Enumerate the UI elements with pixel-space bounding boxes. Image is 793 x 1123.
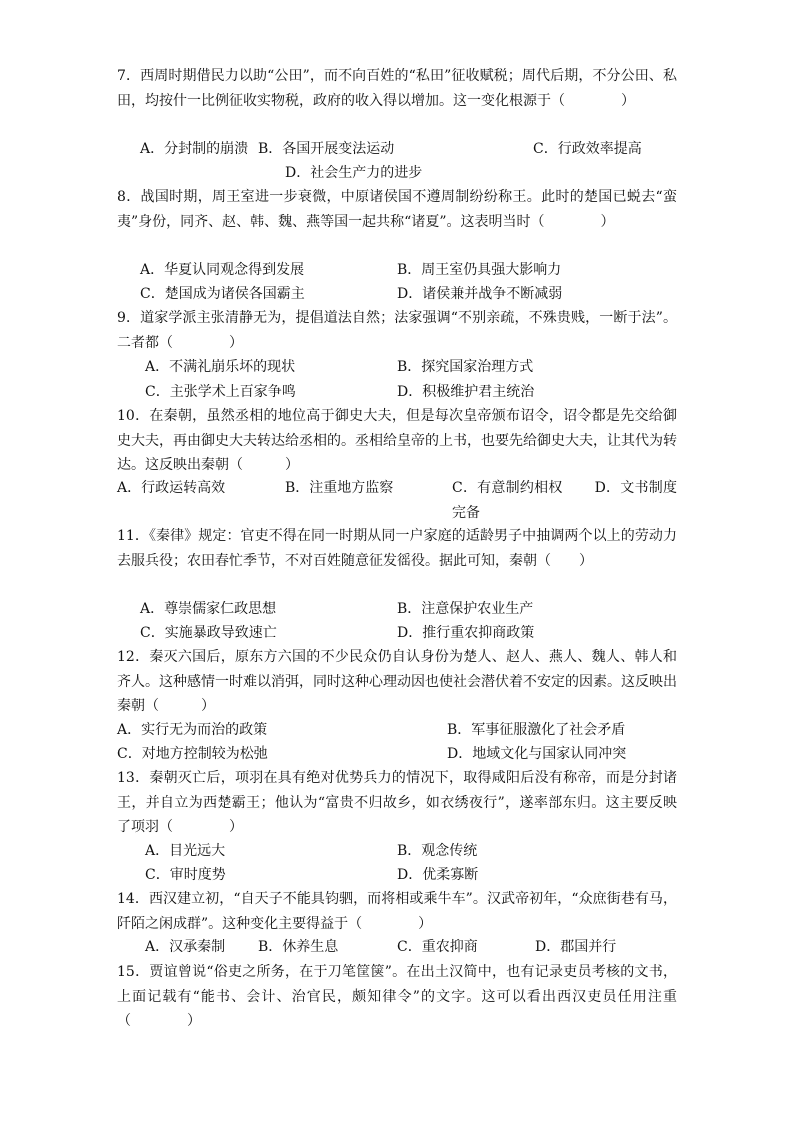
q11-option-c: C．实施暴政导致速亡 xyxy=(140,625,277,641)
q13-option-b: B．观念传统 xyxy=(397,843,478,859)
q10-option-a: A．行政运转高效 xyxy=(117,480,226,496)
q9-option-b: B．探究国家治理方式 xyxy=(397,359,534,375)
question-10-stem: 10．在秦朝，虽然丞相的地位高于御史大夫，但是每次皇帝颁布诏令，诏令都是先交给御史大夫，再由御史大夫转达给丞相的。丞相给皇帝的上书，也要先给御史大夫，让其代为转达。这反映出秦朝（ ） xyxy=(117,408,677,473)
q14-option-b: B．休养生息 xyxy=(258,939,339,955)
q8-option-d: D．诸侯兼并战争不断减弱 xyxy=(397,286,563,302)
q14-option-d: D．郡国并行 xyxy=(535,939,617,955)
q14-option-c: C．重农抑商 xyxy=(397,939,478,955)
q10-option-b: B．注重地方监察 xyxy=(285,480,394,496)
q7-option-d: D．社会生产力的进步 xyxy=(285,165,423,181)
q13-option-c: C．审时度势 xyxy=(145,867,226,883)
question-7-stem: 7．西周时期借民力以助“公田”，而不向百姓的“私田”征收赋税；周代后期，不分公田、私田，均按什一比例征收实物税，政府的收入得以增加。这一变化根源于（ ） xyxy=(117,68,677,109)
q10-option-d: D．文书制度完备 xyxy=(452,480,677,521)
q8-option-b: B．周王室仍具强大影响力 xyxy=(397,262,562,278)
q8-option-a: A．华夏认同观念得到发展 xyxy=(140,262,305,278)
question-15-stem: 15．贾谊曾说“俗吏之所务，在于刀笔筐箧”。在出土汉简中，也有记录吏员考核的文书，上面记载有“能书、会计、治官民，颇知律令”的文字。这可以看出西汉吏员任用注重（ ） xyxy=(117,964,677,1029)
q7-option-a: A．分封制的崩溃 xyxy=(140,141,249,157)
question-8-stem: 8．战国时期，周王室进一步衰微，中原诸侯国不遵周制纷纷称王。此时的楚国已蜕去“蛮夷”身份，同齐、赵、韩、魏、燕等国一起共称“诸夏”。这表明当时（ ） xyxy=(117,189,677,230)
q11-option-b: B．注意保护农业生产 xyxy=(397,601,534,617)
q13-option-a: A．目光远大 xyxy=(145,843,226,859)
q9-option-a: A．不满礼崩乐坏的现状 xyxy=(145,359,296,375)
question-9-stem: 9．道家学派主张清静无为，提倡道法自然；法家强调“不别亲疏，不殊贵贱，一断于法”。二者都（ ） xyxy=(117,310,677,351)
q14-option-a: A．汉承秦制 xyxy=(145,939,226,955)
question-13-stem: 13．秦朝灭亡后，项羽在具有绝对优势兵力的情况下，取得咸阳后没有称帝，而是分封诸王，并自立为西楚霸王；他认为“富贵不归故乡，如衣绣夜行”，遂率部东归。这主要反映了项羽（ ） xyxy=(117,770,677,835)
q12-option-c: C．对地方控制较为松弛 xyxy=(117,746,268,762)
q12-option-d: D．地域文化与国家认同冲突 xyxy=(447,746,627,762)
q10-options-cd xyxy=(452,476,677,525)
q9-option-d: D．积极维护君主统治 xyxy=(397,384,535,400)
question-11-stem: 11．《秦律》规定：官吏不得在同一时期从同一户家庭的适龄男子中抽调两个以上的劳动力去服兵役；农田春忙季节，不对百姓随意征发徭役。据此可知，秦朝（ ） xyxy=(117,528,677,569)
question-14-stem: 14．西汉建立初，“自天子不能具钧驷，而将相或乘牛车”。汉武帝初年，“众庶街巷有马，阡陌之闲成群”。这种变化主要得益于（ ） xyxy=(117,891,677,932)
q8-option-c: C．楚国成为诸侯各国霸主 xyxy=(140,286,305,302)
q12-option-b: B．军事征服激化了社会矛盾 xyxy=(447,722,626,738)
q11-option-d: D．推行重农抑商政策 xyxy=(397,625,535,641)
q10-option-c: C．有意制约相权 xyxy=(452,480,563,496)
question-12-stem: 12．秦灭六国后，原东方六国的不少民众仍自认身份为楚人、赵人、燕人、魏人、韩人和齐人。这种感情一时难以消弭，同时这种心理动因也使社会潜伏着不安定的因素。这反映出秦朝（ ） xyxy=(117,649,677,714)
q11-option-a: A．尊崇儒家仁政思想 xyxy=(140,601,277,617)
q12-option-a: A．实行无为而治的政策 xyxy=(117,722,268,738)
q13-option-d: D．优柔寡断 xyxy=(397,867,479,883)
q7-option-b: B．各国开展变法运动 xyxy=(258,141,395,157)
q9-option-c: C．主张学术上百家争鸣 xyxy=(145,384,296,400)
q7-option-c: C．行政效率提高 xyxy=(533,141,642,157)
